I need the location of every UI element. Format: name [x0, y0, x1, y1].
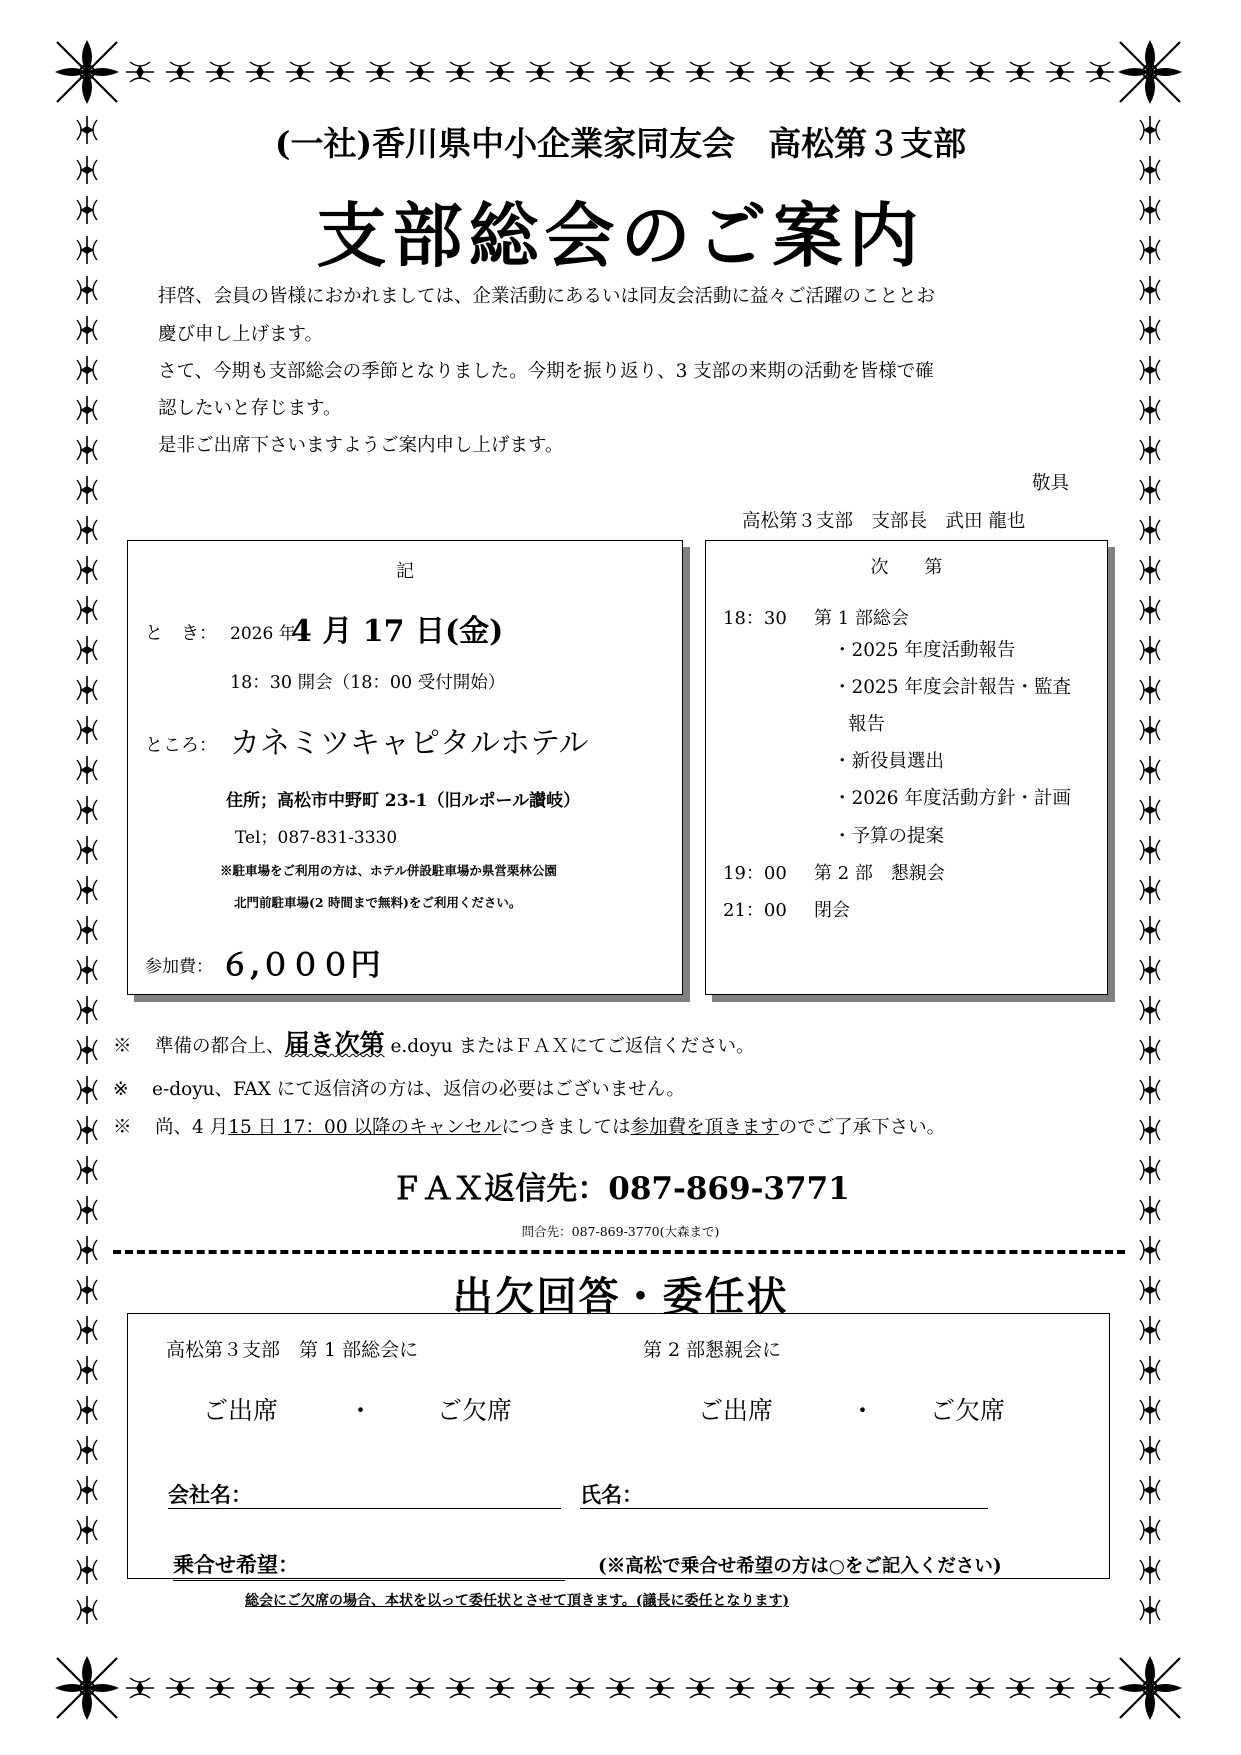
border-ornament-icon	[77, 836, 97, 864]
border-ornament-icon	[1140, 636, 1160, 664]
border-ornament-icon	[446, 1678, 474, 1698]
event-details-box	[127, 540, 683, 995]
border-ornament-icon	[77, 876, 97, 904]
border-ornament-icon	[1046, 1678, 1074, 1698]
participation-fee: ６,０００円	[220, 948, 381, 983]
venue-tel: Tel；087-831-3330	[235, 828, 398, 848]
parking-note-2: 北門前駐車場(2 時間まで無料)をご利用ください。	[234, 895, 522, 910]
border-ornament-icon	[126, 62, 154, 82]
border-ornament-icon	[326, 1678, 354, 1698]
border-ornament-icon	[686, 1678, 714, 1698]
border-ornament-icon	[77, 516, 97, 544]
note-1-emphasis: 届き次第	[284, 1029, 385, 1058]
fee-label: 参加費：	[145, 957, 213, 977]
note-mark: ※	[113, 1036, 132, 1057]
corner-ornament-icon	[55, 1656, 119, 1720]
place-label: ところ：	[145, 735, 217, 756]
note-3-text-c: につきましては	[501, 1117, 631, 1138]
details-heading: 記	[396, 561, 414, 582]
intro-line-5: 是非ご出席下さいますようご案内申し上げます。	[158, 435, 564, 456]
schedule-item-5: ・新役員選出	[833, 751, 945, 772]
border-ornament-icon	[77, 596, 97, 624]
border-ornament-icon	[406, 1678, 434, 1698]
page-title: 支部総会のご案内	[316, 194, 925, 277]
border-ornament-icon	[406, 62, 434, 82]
border-ornament-icon	[526, 62, 554, 82]
note-1-text-c: e.doyu またはＦＡＸにてご返信ください。	[384, 1036, 755, 1057]
border-ornament-icon	[206, 62, 234, 82]
section2-label: 第 2 部懇親会に	[643, 1339, 782, 1361]
border-ornament-icon	[77, 996, 97, 1024]
border-ornament-icon	[806, 1678, 834, 1698]
border-ornament-icon	[1140, 436, 1160, 464]
border-ornament-icon	[77, 1036, 97, 1064]
note-3-fee-charged: 参加費を頂きます	[630, 1117, 779, 1138]
border-ornament-icon	[366, 1678, 394, 1698]
schedule-box	[705, 540, 1108, 995]
border-ornament-icon	[77, 756, 97, 784]
intro-line-4: 認したいと存じます。	[158, 398, 342, 419]
note-2	[113, 1075, 685, 1101]
border-ornament-icon	[1140, 1516, 1160, 1544]
border-ornament-icon	[1140, 1596, 1160, 1624]
corner-ornament-icon	[1118, 1656, 1182, 1720]
intro-line-1: 拝啓、会員の皆様におかれましては、企業活動にあるいは同友会活動に益々ご活躍のこととお	[158, 286, 936, 307]
border-ornament-icon	[886, 1678, 914, 1698]
border-ornament-icon	[1140, 996, 1160, 1024]
reply-title: 出欠回答・委任状	[452, 1273, 789, 1320]
border-ornament-icon	[926, 62, 954, 82]
border-ornament-icon	[926, 1678, 954, 1698]
border-ornament-icon	[77, 1356, 97, 1384]
date-label: と き：	[145, 623, 217, 644]
note-3	[113, 1113, 945, 1139]
border-ornament-icon	[77, 476, 97, 504]
border-ornament-icon	[1140, 396, 1160, 424]
fax-return	[0, 1163, 1241, 1208]
border-ornament-icon	[646, 1678, 674, 1698]
company-field[interactable]	[168, 1508, 561, 1509]
corner-ornament-icon	[55, 40, 119, 104]
signature: 高松第３支部 支部長 武田 龍也	[742, 511, 1026, 532]
carpool-label: 乗合せ希望：	[173, 1552, 299, 1577]
border-ornament-icon	[77, 1516, 97, 1544]
schedule-item-6: ・2026 年度活動方針・計画	[833, 788, 1071, 809]
border-ornament-icon	[1140, 1476, 1160, 1504]
border-ornament-icon	[77, 356, 97, 384]
border-ornament-icon	[1140, 1236, 1160, 1264]
organization-heading: (一社)香川県中小企業家同友会 高松第３支部	[274, 124, 967, 163]
border-ornament-icon	[286, 62, 314, 82]
border-ornament-icon	[1140, 876, 1160, 904]
border-ornament-icon	[77, 316, 97, 344]
border-ornament-icon	[526, 1678, 554, 1698]
border-ornament-icon	[246, 62, 274, 82]
border-ornament-icon	[1046, 62, 1074, 82]
border-ornament-icon	[77, 396, 97, 424]
border-ornament-icon	[77, 1396, 97, 1424]
border-ornament-icon	[166, 1678, 194, 1698]
border-ornament-icon	[1086, 62, 1114, 82]
border-ornament-icon	[766, 1678, 794, 1698]
border-ornament-icon	[366, 62, 394, 82]
cut-line	[113, 1250, 1125, 1254]
border-ornament-icon	[766, 62, 794, 82]
border-ornament-icon	[286, 1678, 314, 1698]
border-ornament-icon	[966, 62, 994, 82]
border-ornament-icon	[1140, 756, 1160, 784]
name-field[interactable]	[580, 1508, 988, 1509]
schedule-item-9: 閉会	[814, 900, 850, 921]
schedule-time-2: 19：00	[723, 863, 787, 884]
border-ornament-icon	[77, 436, 97, 464]
event-time: 18：30 開会（18：00 受付開始）	[230, 673, 506, 693]
border-ornament-icon	[966, 1678, 994, 1698]
border-ornament-icon	[77, 716, 97, 744]
intro-line-2: 慶び申し上げます。	[158, 324, 324, 345]
fax-number: 087-869-3771	[608, 1171, 850, 1207]
section1-attend-option[interactable]: ご出席	[203, 1396, 279, 1425]
border-ornament-icon	[326, 62, 354, 82]
border-ornament-icon	[1140, 516, 1160, 544]
border-ornament-icon	[77, 916, 97, 944]
border-ornament-icon	[1140, 356, 1160, 384]
fax-label: ＦＡＸ返信先：	[391, 1171, 609, 1207]
border-ornament-icon	[1140, 1556, 1160, 1584]
schedule-item-3: ・2025 年度会計報告・監査	[833, 677, 1071, 698]
border-ornament-icon	[446, 62, 474, 82]
border-ornament-icon	[1140, 556, 1160, 584]
closing-word: 敬具	[1032, 473, 1070, 494]
corner-ornament-icon	[1118, 40, 1182, 104]
note-3-text-a: 尚、4 月	[155, 1117, 229, 1138]
border-ornament-icon	[1140, 596, 1160, 624]
border-ornament-icon	[1086, 1678, 1114, 1698]
border-ornament-icon	[77, 556, 97, 584]
note-3-cancel-deadline: 15 日 17：00 以降のキャンセル	[228, 1117, 502, 1138]
border-ornament-icon	[1140, 676, 1160, 704]
border-ornament-icon	[806, 62, 834, 82]
event-venue: カネミツキャピタルホテル	[230, 726, 589, 761]
border-ornament-icon	[77, 796, 97, 824]
schedule-item-4: 報告	[848, 714, 886, 735]
border-ornament-icon	[77, 1116, 97, 1144]
carpool-field[interactable]	[173, 1580, 565, 1581]
border-ornament-icon	[606, 62, 634, 82]
border-ornament-icon	[1140, 836, 1160, 864]
border-ornament-icon	[1140, 1036, 1160, 1064]
border-ornament-icon	[1140, 316, 1160, 344]
border-ornament-icon	[77, 1436, 97, 1464]
border-ornament-icon	[1140, 476, 1160, 504]
border-ornament-icon	[166, 62, 194, 82]
note-1	[113, 1024, 755, 1060]
name-label: 氏名：	[580, 1482, 643, 1507]
section2-separator: ・	[850, 1396, 876, 1425]
border-ornament-icon	[646, 62, 674, 82]
border-ornament-icon	[686, 62, 714, 82]
border-ornament-icon	[726, 1678, 754, 1698]
section1-label: 高松第３支部 第 1 部総会に	[166, 1339, 419, 1361]
carpool-note: (※高松で乗合せ希望の方は○をご記入ください)	[598, 1556, 1002, 1577]
contact-info: 問合先：087-869-3770(大森まで)	[521, 1224, 720, 1239]
border-ornament-icon	[77, 676, 97, 704]
section1-separator: ・	[348, 1396, 374, 1425]
event-date: 4 月 17 日(金)	[291, 614, 504, 649]
border-ornament-icon	[1140, 956, 1160, 984]
border-ornament-icon	[206, 1678, 234, 1698]
border-ornament-icon	[1006, 62, 1034, 82]
company-label: 会社名：	[168, 1482, 252, 1507]
proxy-note: 総会にご欠席の場合、本状を以って委任状とさせて頂きます。(議長に委任となります)	[245, 1593, 790, 1609]
border-ornament-icon	[566, 62, 594, 82]
parking-note-1: ※駐車場をご利用の方は、ホテル併設駐車場か県営栗林公園	[220, 863, 557, 878]
border-ornament-icon	[726, 62, 754, 82]
border-ornament-icon	[1140, 1396, 1160, 1424]
schedule-item-1: 第 1 部総会	[814, 608, 909, 629]
venue-address: 住所；高松市中野町 23-1（旧ルポール讃岐）	[226, 791, 581, 811]
border-ornament-icon	[77, 1596, 97, 1624]
border-ornament-icon	[77, 636, 97, 664]
border-ornament-icon	[846, 1678, 874, 1698]
border-ornament-icon	[77, 1236, 97, 1264]
section2-absent-option[interactable]: ご欠席	[930, 1396, 1006, 1425]
border-ornament-icon	[1140, 716, 1160, 744]
schedule-item-8: 第 2 部 懇親会	[814, 863, 945, 884]
border-ornament-icon	[486, 62, 514, 82]
schedule-time-1: 18：30	[723, 608, 787, 629]
border-ornament-icon	[846, 62, 874, 82]
schedule-item-2: ・2025 年度活動報告	[833, 640, 1016, 661]
border-ornament-icon	[246, 1678, 274, 1698]
schedule-time-3: 21：00	[723, 900, 787, 921]
border-ornament-icon	[77, 1476, 97, 1504]
section2-attend-option[interactable]: ご出席	[698, 1396, 774, 1425]
date-year: 2026 年	[230, 624, 296, 644]
reply-form	[127, 1313, 1110, 1609]
border-ornament-icon	[1140, 916, 1160, 944]
border-ornament-icon	[566, 1678, 594, 1698]
schedule-heading: 次 第	[870, 557, 943, 578]
intro-line-3: さて、今期も支部総会の季節となりました。今期を振り返り、3 支部の来期の活動を皆様で確	[158, 361, 934, 382]
schedule-item-7: ・予算の提案	[833, 826, 945, 847]
border-ornament-icon	[77, 1076, 97, 1104]
border-ornament-icon	[886, 62, 914, 82]
section1-absent-option[interactable]: ご欠席	[437, 1396, 513, 1425]
border-ornament-icon	[1140, 1116, 1160, 1144]
border-ornament-icon	[1140, 796, 1160, 824]
note-mark: ※	[113, 1117, 132, 1138]
note-3-text-e: のでご了承下さい。	[778, 1117, 946, 1138]
note-mark: ※	[113, 1079, 129, 1100]
border-ornament-icon	[606, 1678, 634, 1698]
border-ornament-icon	[486, 1678, 514, 1698]
border-ornament-icon	[1140, 1436, 1160, 1464]
border-ornament-icon	[1140, 1356, 1160, 1384]
border-ornament-icon	[1140, 1076, 1160, 1104]
note-1-text-a: 準備の都合上、	[155, 1036, 285, 1057]
border-ornament-icon	[1006, 1678, 1034, 1698]
border-ornament-icon	[126, 1678, 154, 1698]
note-2-text: e-doyu、FAX にて返信済の方は、返信の必要はございません。	[152, 1079, 685, 1100]
border-ornament-icon	[77, 1556, 97, 1584]
border-ornament-icon	[77, 956, 97, 984]
